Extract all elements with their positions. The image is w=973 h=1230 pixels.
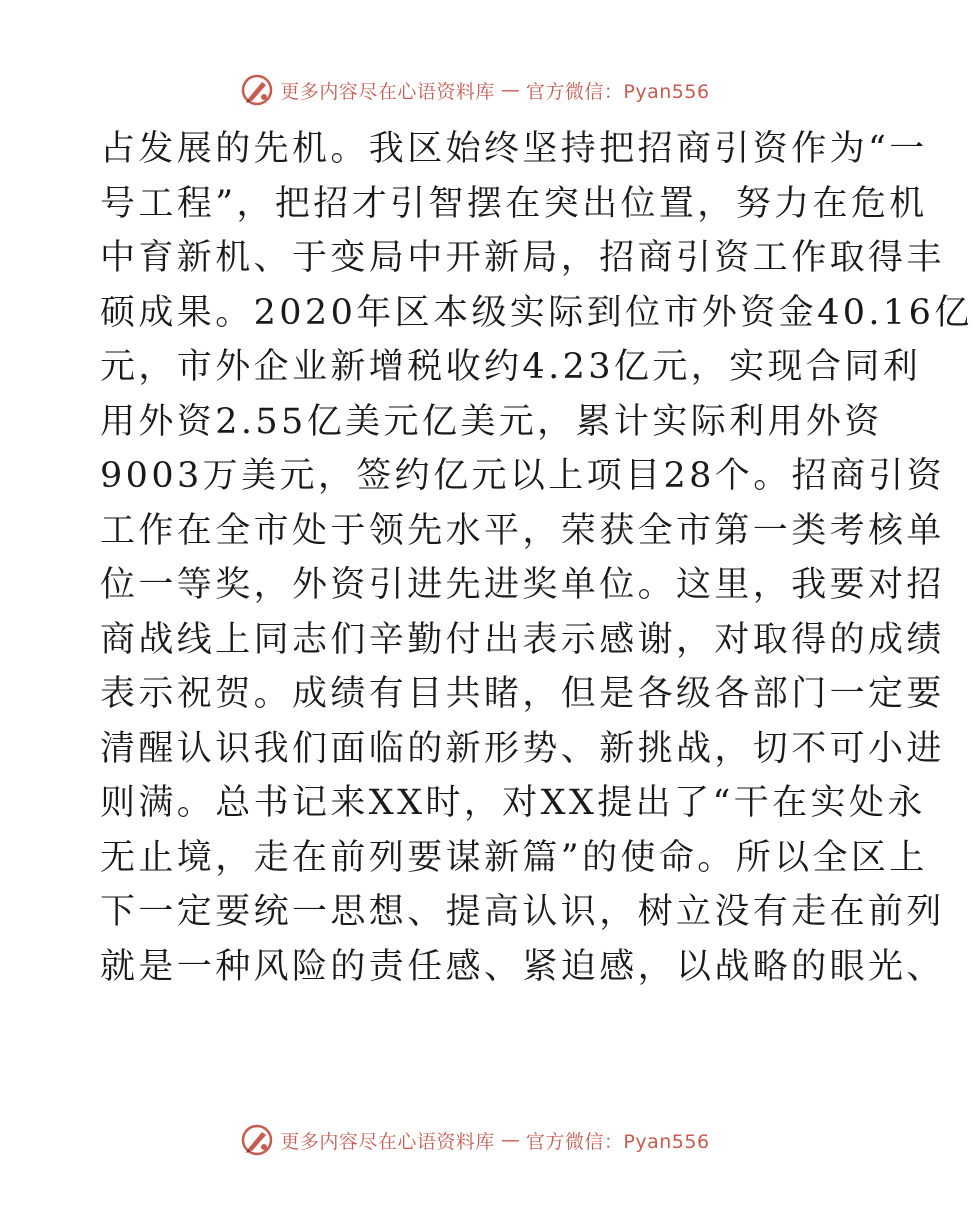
text-line: 元，市外企业新增税收约4.23亿元，实现合同利 <box>100 347 922 387</box>
text-line: 硕成果。2020年区本级实际到位市外资金40.16亿 <box>100 292 973 333</box>
text-line: 表示祝贺。成绩有目共睹，但是各级各部门一定要 <box>100 674 945 714</box>
text-line: 位一等奖，外资引进先进奖单位。这里，我要对招 <box>100 565 945 605</box>
watermark-brand: 更多内容尽在心语资料库 <box>280 80 495 103</box>
text-line: 清醒认识我们面临的新形势、新挑战，切不可小进 <box>100 728 945 769</box>
header-watermark <box>0 70 950 110</box>
text-line: 中育新机、于变局中开新局，招商引资工作取得丰 <box>100 238 945 278</box>
pen-logo-icon <box>240 73 274 107</box>
pen-logo-icon <box>240 1123 274 1157</box>
text-line: 下一定要统一思想、提高认识，树立没有走在前列 <box>100 892 945 932</box>
text-line: 号工程”，把招才引智摆在突出位置，努力在危机 <box>100 183 928 224</box>
text-line: 用外资2.55亿美元亿美元，累计实际利用外资 <box>100 401 883 442</box>
watermark-separator: — <box>500 1129 520 1151</box>
text-line: 占发展的先机。我区始终坚持把招商引资作为“一 <box>100 129 928 169</box>
text-line: 就是一种风险的责任感、紧迫感，以战略的眼光、 <box>100 946 945 987</box>
text-line: 商战线上同志们辛勤付出表示感谢，对取得的成绩 <box>100 619 945 660</box>
watermark-wechat: 官方微信：Pyan556 <box>525 80 710 103</box>
watermark-separator: — <box>500 79 520 101</box>
text-line: 则满。总书记来XX时，对XX提出了“干在实处永 <box>100 783 926 823</box>
watermark-wechat: 官方微信：Pyan556 <box>525 1130 710 1153</box>
text-line: 工作在全市处于领先水平，荣获全市第一类考核单 <box>100 510 945 551</box>
footer-watermark <box>0 1120 950 1160</box>
document-paragraph <box>100 122 973 994</box>
text-line: 9003万美元，签约亿元以上项目28个。招商引资 <box>100 456 946 496</box>
text-line: 无止境，走在前列要谋新篇”的使命。所以全区上 <box>100 837 928 878</box>
watermark-brand: 更多内容尽在心语资料库 <box>280 1130 495 1153</box>
